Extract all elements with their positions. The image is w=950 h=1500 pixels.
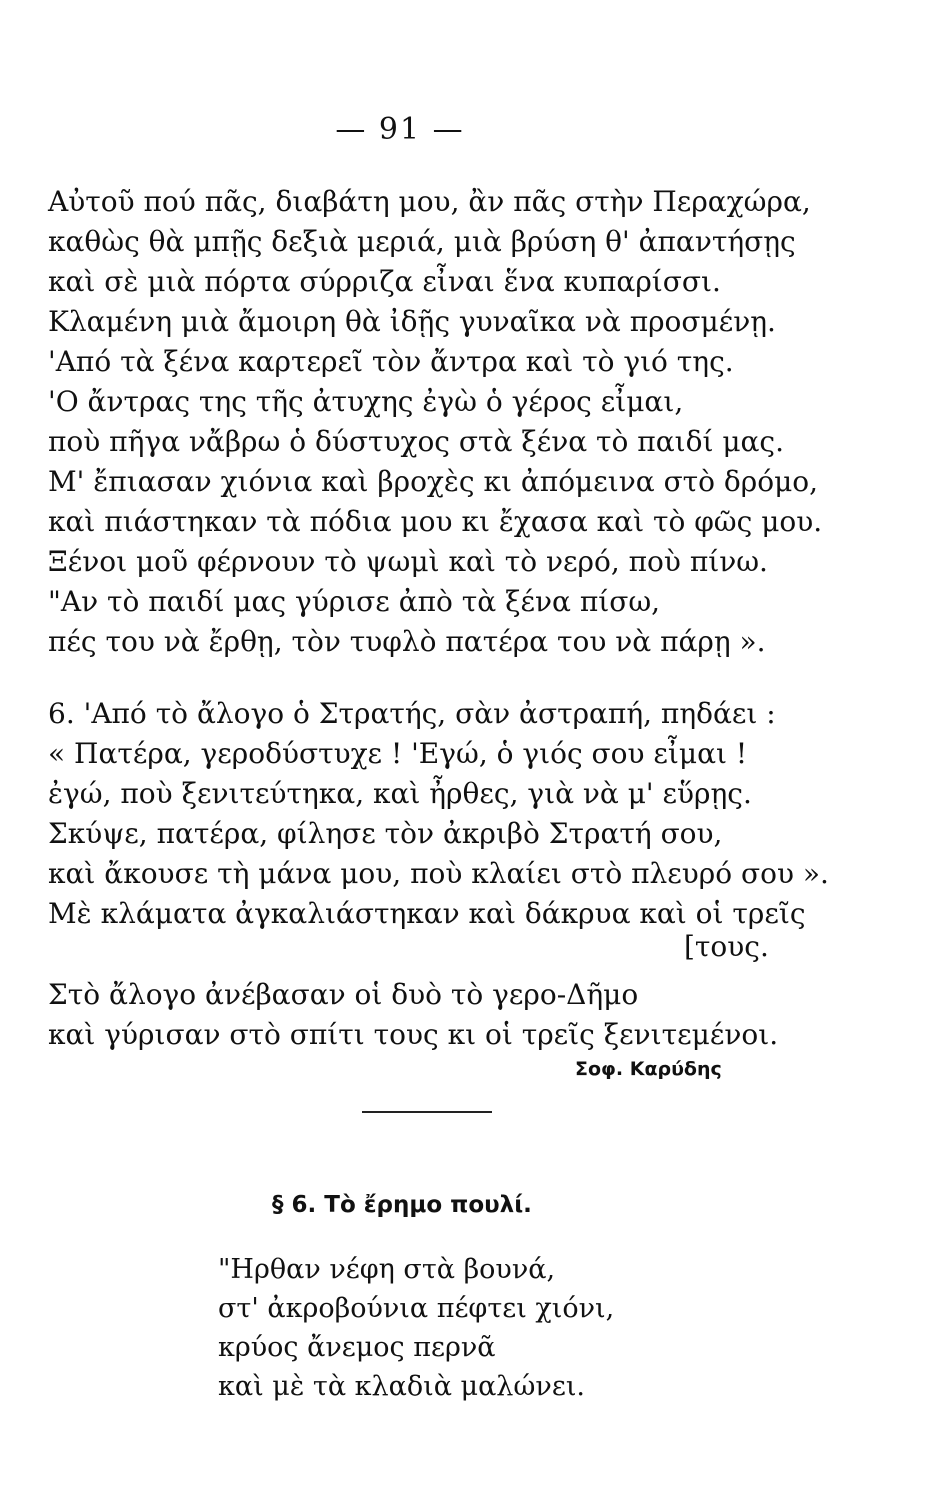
- poem-line: "Ηρθαν νέφη στὰ βουνά,: [218, 1254, 556, 1285]
- verse-line: καθὼς θὰ μπῇς δεξιὰ μεριά, μιὰ βρύση θ' ἀπαντήσῃς: [48, 225, 796, 258]
- poem-line: κρύος ἄνεμος περνᾶ: [218, 1332, 496, 1363]
- verse-line: καὶ σὲ μιὰ πόρτα σύρριζα εἶναι ἕνα κυπαρίσσι.: [48, 265, 721, 298]
- poem-line: καὶ μὲ τὰ κλαδιὰ μαλώνει.: [218, 1371, 586, 1402]
- stanza-2: [48, 694, 829, 934]
- verse-line: καὶ γύρισαν στὸ σπίτι τους κι οἱ τρεῖς ξενιτεμένοι.: [48, 1018, 779, 1051]
- verse-line: καὶ ἄκουσε τὴ μάνα μου, ποὺ κλαίει στὸ πλευρό σου ».: [48, 857, 829, 890]
- verse-line: Ξένοι μοῦ φέρνουν τὸ ψωμὶ καὶ τὸ νερό, ποὺ πίνω.: [48, 545, 768, 578]
- page-number: — 91 —: [335, 112, 465, 147]
- verse-line: Μὲ κλάματα ἀγκαλιάστηκαν καὶ δάκρυα καὶ οἱ τρεῖς: [48, 897, 806, 930]
- verse-line: "Αν τὸ παιδί μας γύρισε ἀπὸ τὰ ξένα πίσω,: [48, 585, 661, 618]
- poem-stanza: [218, 1250, 614, 1406]
- verse-line: καὶ πιάστηκαν τὰ πόδια μου κι ἔχασα καὶ τὸ φῶς μου.: [48, 505, 823, 538]
- verse-line: 6. 'Από τὸ ἄλογο ὁ Στρατής, σὰν ἀστραπή, πηδάει :: [48, 697, 776, 730]
- author-signature: Σοφ. Καρύδης: [575, 1058, 722, 1080]
- verse-line: Αὐτοῦ πού πᾶς, διαβάτη μου, ἂν πᾶς στὴν Περαχώρα,: [48, 185, 811, 218]
- section-divider: [362, 1111, 492, 1113]
- verse-line: ποὺ πῆγα νἄβρω ὁ δύστυχος στὰ ξένα τὸ παιδί μας.: [48, 425, 785, 458]
- verse-line: Κλαμένη μιὰ ἄμοιρη θὰ ἰδῇς γυναῖκα νὰ προσμένῃ.: [48, 305, 776, 338]
- verse-line: πές του νὰ ἔρθῃ, τὸν τυφλὸ πατέρα του νὰ πάρῃ ».: [48, 625, 766, 658]
- stanza-3: [48, 975, 808, 1055]
- stanza-1: [48, 182, 823, 662]
- verse-line: ἐγώ, ποὺ ξενιτεύτηκα, καὶ ἦρθες, γιὰ νὰ μ' εὕρῃς.: [48, 777, 752, 810]
- verse-line: « Πατέρα, γεροδύστυχε ! 'Εγώ, ὁ γιός σου εἶμαι !: [48, 737, 748, 770]
- verse-line: Μ' ἔπιασαν χιόνια καὶ βροχὲς κι ἀπόμεινα στὸ δρόμο,: [48, 465, 819, 498]
- verse-line: Σκύψε, πατέρα, φίλησε τὸν ἀκριβὸ Στρατή σου,: [48, 817, 723, 850]
- verse-continuation: [τους.: [684, 930, 769, 963]
- section-title: § 6. Τὸ ἔρημο πουλί.: [272, 1192, 532, 1218]
- verse-line: 'Ο ἄντρας της τῆς ἀτυχης ἐγὼ ὁ γέρος εἶμαι,: [48, 385, 684, 418]
- poem-line: στ' ἀκροβούνια πέφτει χιόνι,: [218, 1293, 615, 1324]
- verse-line: Στὸ ἄλογο ἀνέβασαν οἱ δυὸ τὸ γερο-Δῆμο: [48, 978, 639, 1011]
- verse-line: 'Από τὰ ξένα καρτερεῖ τὸν ἄντρα καὶ τὸ γιό της.: [48, 345, 734, 378]
